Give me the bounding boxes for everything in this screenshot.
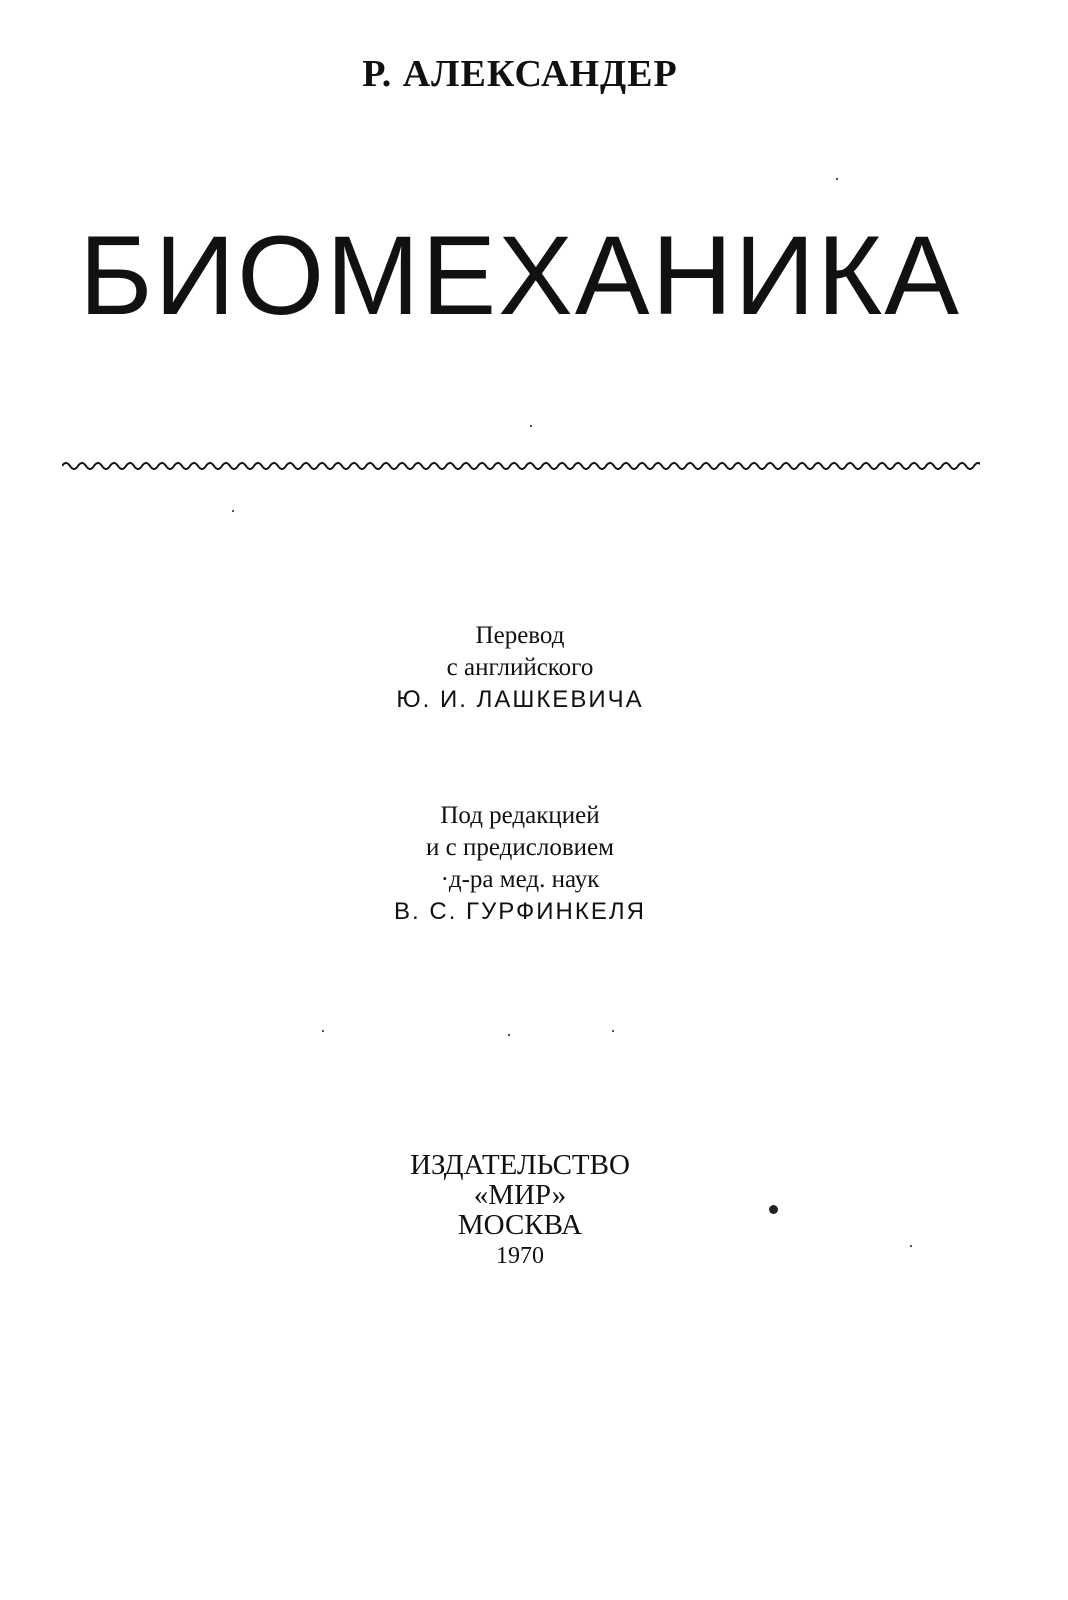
translation-line-2: с английского (446, 654, 594, 681)
scan-speck (910, 1245, 912, 1247)
editorial-line-2: и с предисловием (426, 834, 614, 861)
scan-speck (769, 1205, 778, 1214)
editorial-line-3: ·д-ра мед. наук (440, 866, 600, 893)
publisher-line-1: ИЗДАТЕЛЬСТВО (410, 1149, 630, 1181)
wavy-divider-line (62, 463, 980, 469)
editorial-line-1: Под редакцией (440, 802, 600, 829)
translator-name: Ю. И. ЛАШКЕВИЧА (396, 686, 644, 713)
translation-credit (0, 620, 1040, 716)
scan-speck (836, 178, 838, 180)
translation-line-1: Перевод (475, 622, 565, 649)
scan-speck (508, 1034, 510, 1036)
publication-year: 1970 (496, 1243, 544, 1269)
scan-speck (530, 425, 532, 427)
scan-speck (232, 510, 234, 512)
scan-speck (322, 1030, 324, 1032)
scan-speck (612, 1030, 614, 1032)
book-title: БИОМЕХАНИКА (79, 213, 961, 338)
editorial-credit (0, 800, 1040, 928)
wavy-divider (62, 456, 980, 476)
publisher-name: «МИР» (473, 1179, 567, 1211)
publisher-city: МОСКВА (457, 1209, 583, 1241)
author-name: Р. АЛЕКСАНДЕР (362, 53, 678, 95)
publisher-imprint (0, 1150, 1040, 1272)
editor-name: В. С. ГУРФИНКЕЛЯ (394, 898, 646, 925)
